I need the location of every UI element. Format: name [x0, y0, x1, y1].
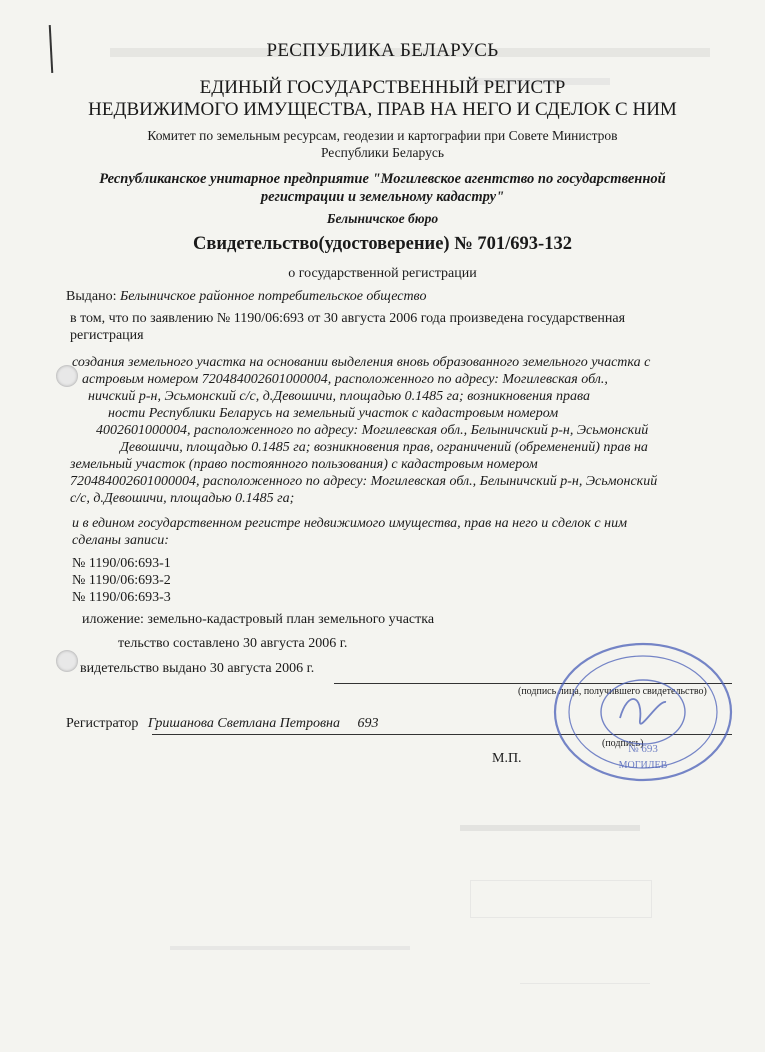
register-title-line1: ЕДИНЫЙ ГОСУДАРСТВЕННЫЙ РЕГИСТР	[199, 77, 566, 98]
seal-number: № 693	[628, 743, 658, 755]
bleed-through-block	[470, 880, 652, 918]
committee-line1: Комитет по земельным ресурсам, геодезии и картографии при Совете Министров	[147, 128, 618, 143]
attachment-line: иложение: земельно-кадастровый план земельного участка	[82, 612, 435, 627]
signature-caption: (подпись лица, получившего свидетельство)	[518, 686, 707, 697]
enterprise-line2: регистрации и земельному кадастру"	[260, 189, 505, 205]
body-line: Девошичи, площадью 0.1485 га; возникновения прав, ограничений (обременений) прав на	[120, 440, 648, 455]
punch-hole	[56, 650, 78, 672]
records-intro-line1: и в едином государственном регистре недвижимого имущества, прав на него и сделок с ним	[72, 516, 628, 531]
record-entry: № 1190/06:693-2	[72, 573, 171, 588]
compiled-date: тельство составлено 30 августа 2006 г.	[118, 636, 348, 651]
body-line: с/с, д.Девошичи, площадью 0.1485 га;	[70, 491, 295, 506]
body-line: астровым номером 720484002601000004, расположенного по адресу: Могилевская обл.,	[82, 372, 608, 387]
register-title-line2: НЕДВИЖИМОГО ИМУЩЕСТВА, ПРАВ НА НЕГО И СДЕЛОК С НИМ	[88, 99, 677, 120]
registrar-row	[66, 716, 378, 732]
registrar-sign-caption: (подпись)	[602, 738, 644, 749]
records-intro-line2: сделаны записи:	[72, 533, 169, 548]
bleed-through-block	[520, 965, 650, 984]
republic-title: РЕСПУБЛИКА БЕЛАРУСЬ	[266, 40, 499, 61]
body-line: ности Республики Беларусь на земельный участок с кадастровым номером	[108, 406, 559, 421]
enterprise-line1: Республиканское унитарное предприятие "Могилевское агентство по государственной	[99, 171, 666, 187]
official-seal	[548, 640, 738, 790]
certificate-subtitle: о государственной регистрации	[288, 266, 477, 281]
seal-mark: М.П.	[492, 751, 522, 766]
issued-label: Выдано:	[66, 289, 117, 304]
registrar-label: Регистратор	[66, 716, 139, 731]
registrar-name: Гришанова Светлана Петровна	[147, 716, 340, 731]
body-line: 4002601000004, расположенного по адресу: Могилевская обл., Белыничский р-н, Эсьмонский	[96, 423, 649, 438]
committee-line2: Республики Беларусь	[320, 145, 445, 160]
body-line: ничский р-н, Эсьмонский с/с, д.Девошичи, площадью 0.1485 га; возникновения права	[88, 389, 591, 404]
statement-line2: регистрация	[70, 328, 144, 343]
body-line: 720484002601000004, расположенного по адресу: Могилевская обл., Белыничский р-н, Эсьмонский	[70, 474, 658, 489]
body-line: земельный участок (право постоянного пользования) с кадастровым номером	[70, 457, 538, 472]
registrar-code: 693	[357, 716, 379, 731]
seal-city: МОГИЛЕВ	[618, 760, 668, 771]
statement-line1: в том, что по заявлению № 1190/06:693 от 30 августа 2006 года произведена государственная	[70, 311, 626, 326]
body-line: создания земельного участка на основании выделения вновь образованного земельного участка с	[72, 355, 651, 370]
issued-date: видетельство выдано 30 августа 2006 г.	[80, 661, 315, 676]
record-entry: № 1190/06:693-3	[72, 590, 171, 605]
issued-to: Белыничское районное потребительское общество	[119, 289, 427, 304]
certificate-title: Свидетельство(удостоверение) № 701/693-132	[193, 234, 572, 254]
issued-row	[66, 289, 426, 305]
bleed-through-block	[460, 825, 640, 831]
bleed-through-block	[170, 936, 410, 950]
record-entry: № 1190/06:693-1	[72, 556, 171, 571]
bureau-name: Белыничское бюро	[326, 211, 439, 226]
